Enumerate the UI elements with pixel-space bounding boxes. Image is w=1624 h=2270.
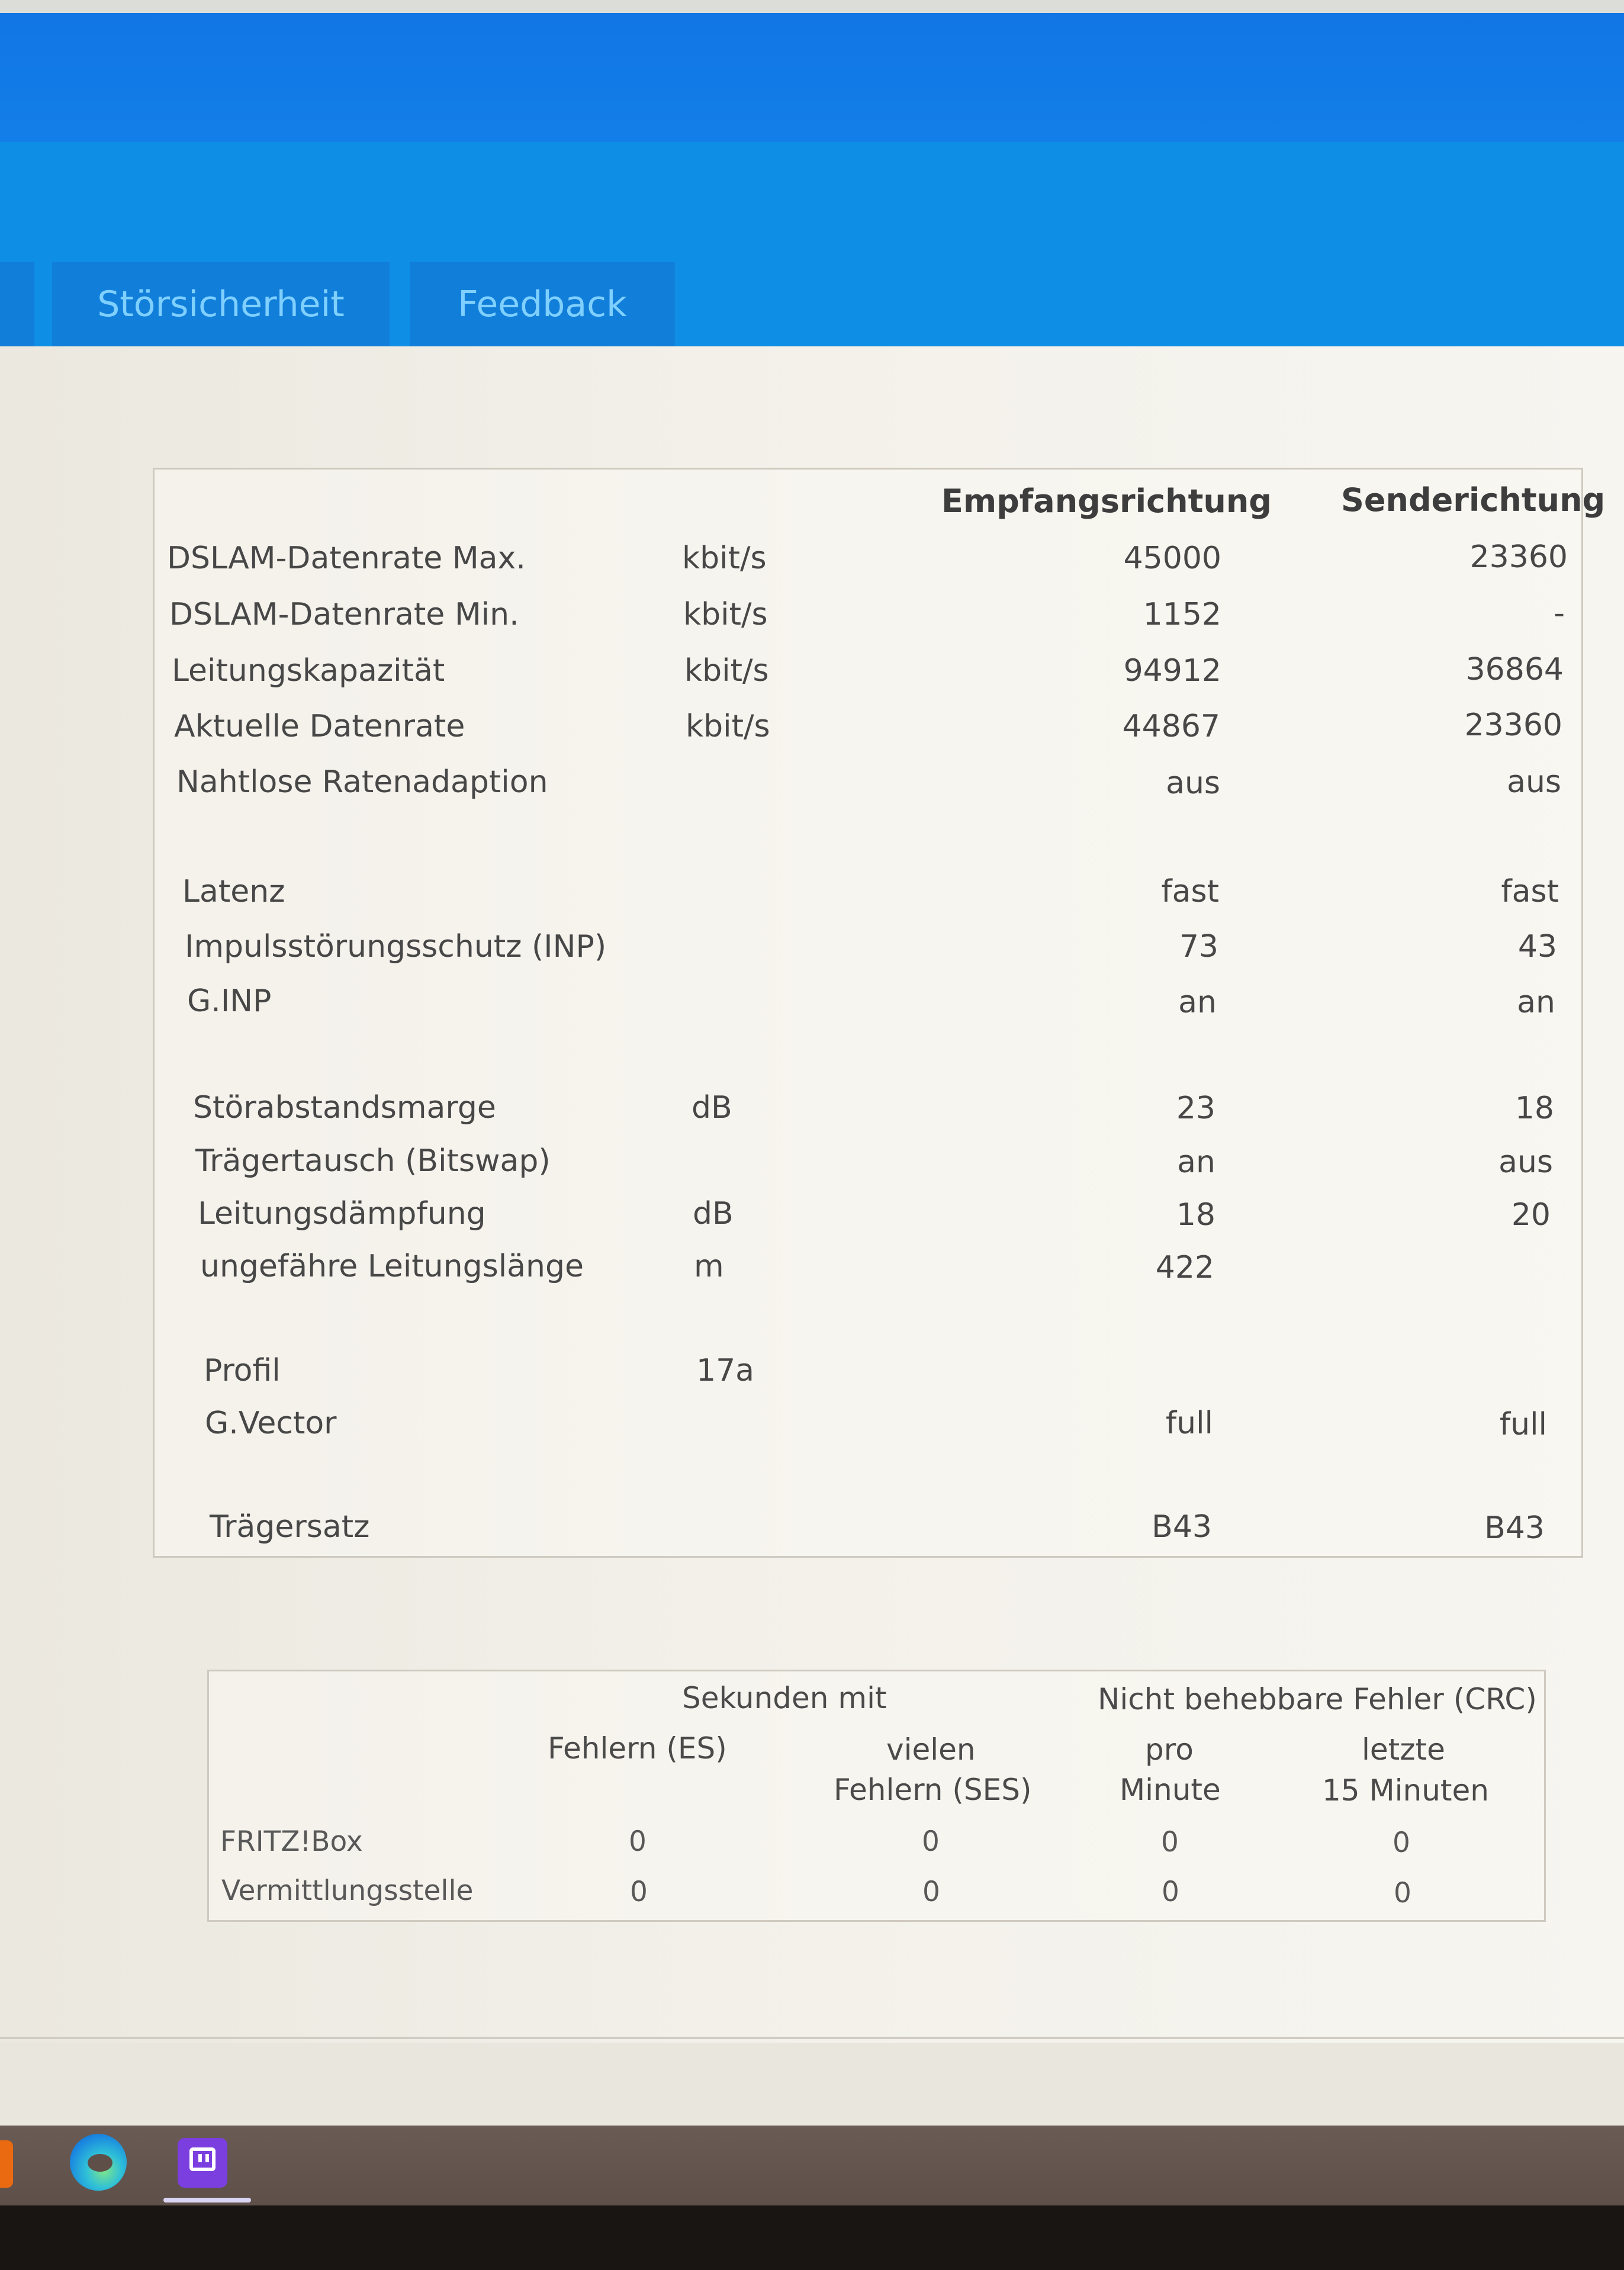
group-header-crc: Nicht behebbare Fehler (CRC) xyxy=(1098,1682,1537,1716)
row-tx-leitungsdaempfung: 20 xyxy=(1511,1197,1551,1233)
column-header-per-minute-line2: Minute xyxy=(1120,1773,1221,1807)
row-tx-stoerabstandsmarge: 18 xyxy=(1514,1091,1554,1126)
row-rx-leitungsdaempfung: 18 xyxy=(1176,1197,1215,1233)
row-label-profil: Profil xyxy=(204,1353,281,1388)
row-tx-aktuelle-datenrate: 23360 xyxy=(1464,708,1562,743)
screen-bottom-bezel xyxy=(0,2205,1624,2270)
active-app-indicator xyxy=(163,2198,251,2203)
row-label-leitungsdaempfung: Leitungsdämpfung xyxy=(198,1196,486,1232)
row-rx-inp: 73 xyxy=(1179,929,1218,964)
column-header-ses-line1: vielen xyxy=(886,1732,976,1767)
screen-top-bezel xyxy=(0,0,1624,13)
row-rx-stoerabstandsmarge: 23 xyxy=(1176,1091,1215,1126)
row-rx-dslam-max: 45000 xyxy=(1123,541,1221,576)
column-header-per-minute-line1: pro xyxy=(1145,1732,1194,1767)
error-row-fritzbox-last15: 0 xyxy=(1393,1827,1410,1859)
row-label-gvector: G.Vector xyxy=(205,1406,337,1441)
row-unit-stoerabstandsmarge: dB xyxy=(692,1090,732,1126)
column-header-receive: Empfangsrichtung xyxy=(941,483,1272,520)
orange-app-icon[interactable] xyxy=(0,2140,13,2188)
row-label-leitungslaenge: ungefähre Leitungslänge xyxy=(200,1249,584,1284)
row-rx-bitswap: an xyxy=(1177,1144,1215,1180)
taskbar xyxy=(0,2126,1624,2205)
error-row-vermittlungsstelle-per-minute: 0 xyxy=(1162,1876,1179,1908)
row-label-aktuelle-datenrate: Aktuelle Datenrate xyxy=(174,709,465,744)
page-bottom-divider xyxy=(0,2037,1624,2039)
error-row-label-fritzbox: FRITZ!Box xyxy=(220,1825,363,1858)
row-tx-nahtlose-ratenadaption: aus xyxy=(1507,764,1561,800)
row-rx-gvector: full xyxy=(1165,1406,1213,1441)
row-unit-aktuelle-datenrate: kbit/s xyxy=(686,709,770,744)
column-header-ses-line2: Fehlern (SES) xyxy=(834,1773,1032,1807)
row-rx-latenz: fast xyxy=(1161,874,1219,909)
row-tx-dslam-min: - xyxy=(1554,596,1565,631)
tab-feedback[interactable]: Feedback xyxy=(410,262,675,346)
error-row-vermittlungsstelle-es: 0 xyxy=(630,1876,648,1908)
row-unit-leitungskapazitaet: kbit/s xyxy=(684,653,769,689)
row-rx-nahtlose-ratenadaption: aus xyxy=(1166,766,1220,801)
column-header-send: Senderichtung xyxy=(1341,481,1606,519)
row-rx-dslam-min: 1152 xyxy=(1143,597,1221,632)
tab-previous[interactable] xyxy=(0,262,34,346)
row-label-stoerabstandsmarge: Störabstandsmarge xyxy=(193,1090,496,1126)
row-rx-traegersatz: B43 xyxy=(1152,1509,1212,1545)
error-row-vermittlungsstelle-ses: 0 xyxy=(922,1876,940,1908)
twitch-app-icon[interactable] xyxy=(178,2138,227,2188)
row-label-dslam-min: DSLAM-Datenrate Min. xyxy=(169,597,519,632)
row-tx-dslam-max: 23360 xyxy=(1469,539,1568,575)
header-bar xyxy=(0,13,1624,142)
row-tx-gvector: full xyxy=(1499,1407,1547,1442)
row-label-nahtlose-ratenadaption: Nahtlose Ratenadaption xyxy=(176,764,548,800)
row-unit-dslam-max: kbit/s xyxy=(682,541,767,576)
row-label-bitswap: Trägertausch (Bitswap) xyxy=(195,1143,551,1179)
row-label-traegersatz: Trägersatz xyxy=(210,1509,370,1545)
error-row-fritzbox-es: 0 xyxy=(629,1825,647,1858)
row-label-ginp: G.INP xyxy=(187,983,272,1019)
error-row-fritzbox-per-minute: 0 xyxy=(1161,1826,1179,1859)
row-rx-aktuelle-datenrate: 44867 xyxy=(1122,709,1220,744)
row-rx-ginp: an xyxy=(1178,985,1217,1020)
row-tx-leitungskapazitaet: 36864 xyxy=(1465,652,1564,687)
row-tx-traegersatz: B43 xyxy=(1484,1510,1545,1546)
row-label-latenz: Latenz xyxy=(182,874,285,909)
row-label-inp: Impulsstörungsschutz (INP) xyxy=(185,929,607,964)
row-label-dslam-max: DSLAM-Datenrate Max. xyxy=(167,541,526,576)
column-header-last15-line2: 15 Minuten xyxy=(1322,1773,1489,1808)
row-rx-leitungslaenge: 422 xyxy=(1155,1250,1214,1285)
row-unit-leitungsdaempfung: dB xyxy=(693,1196,734,1232)
error-row-fritzbox-ses: 0 xyxy=(922,1825,940,1858)
row-tx-inp: 43 xyxy=(1517,929,1557,964)
row-label-leitungskapazitaet: Leitungskapazität xyxy=(172,653,445,689)
row-value-profil: 17a xyxy=(696,1353,755,1388)
column-header-last15-line1: letzte xyxy=(1362,1732,1445,1767)
row-tx-latenz: fast xyxy=(1501,874,1559,909)
row-unit-leitungslaenge: m xyxy=(694,1249,724,1284)
column-header-es: Fehlern (ES) xyxy=(548,1731,727,1766)
row-tx-ginp: an xyxy=(1517,985,1555,1020)
row-rx-leitungskapazitaet: 94912 xyxy=(1123,653,1221,689)
row-unit-dslam-min: kbit/s xyxy=(683,597,768,632)
tab-stoersicherheit[interactable]: Störsicherheit xyxy=(52,262,390,346)
error-row-vermittlungsstelle-last15: 0 xyxy=(1394,1877,1411,1909)
edge-browser-icon[interactable] xyxy=(70,2134,127,2191)
error-row-label-vermittlungsstelle: Vermittlungsstelle xyxy=(221,1874,474,1907)
group-header-seconds: Sekunden mit xyxy=(682,1681,887,1715)
row-tx-bitswap: aus xyxy=(1498,1144,1553,1180)
